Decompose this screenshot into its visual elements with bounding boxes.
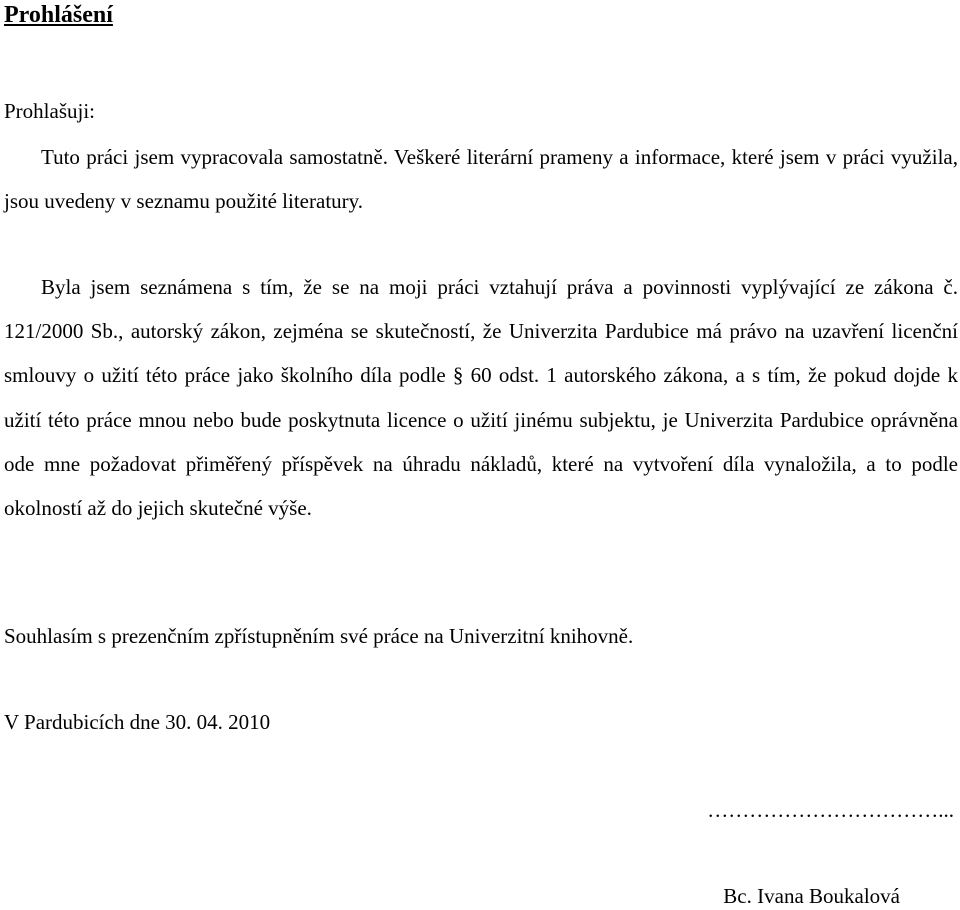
signature-line: ……………………………... [707, 798, 954, 822]
paragraph-authorship: Tuto práci jsem vypracovala samostatně. Veškeré literární prameny a informace, které jsem v práci využila, jsou uvedeny v seznamu použité literatury. [4, 145, 958, 214]
paragraph-copyright: Byla jsem seznámena s tím, že se na moji práci vztahují práva a povinnosti vyplývající ze zákona č. 121/2000 Sb., autorský zákon, zejména se skutečností, že Univerzita Pardubice má právo na uzavření licenční smlouvy o užití této práce jako školního díla podle § 60 odst. 1 autorského zákona, a s tím, že pokud dojde k užití této práce mnou nebo bude poskytnuta licence o užití jinému subjektu, je Univerzita Pardubice oprávněna ode mne požadovat přiměřený příspěvek na úhradu nákladů, které na vytvoření díla vynaložila, a to podle okolností až do jejich skutečné výše. [4, 275, 958, 521]
page-title: Prohlášení [4, 2, 113, 28]
intro-text: Prohlašuji: [4, 99, 96, 123]
consent-statement: Souhlasím s prezenčním zpřístupněním své práce na Univerzitní knihovně. [4, 624, 634, 648]
signature-name: Bc. Ivana Boukalová [723, 884, 900, 908]
place-and-date: V Pardubicích dne 30. 04. 2010 [4, 710, 271, 734]
